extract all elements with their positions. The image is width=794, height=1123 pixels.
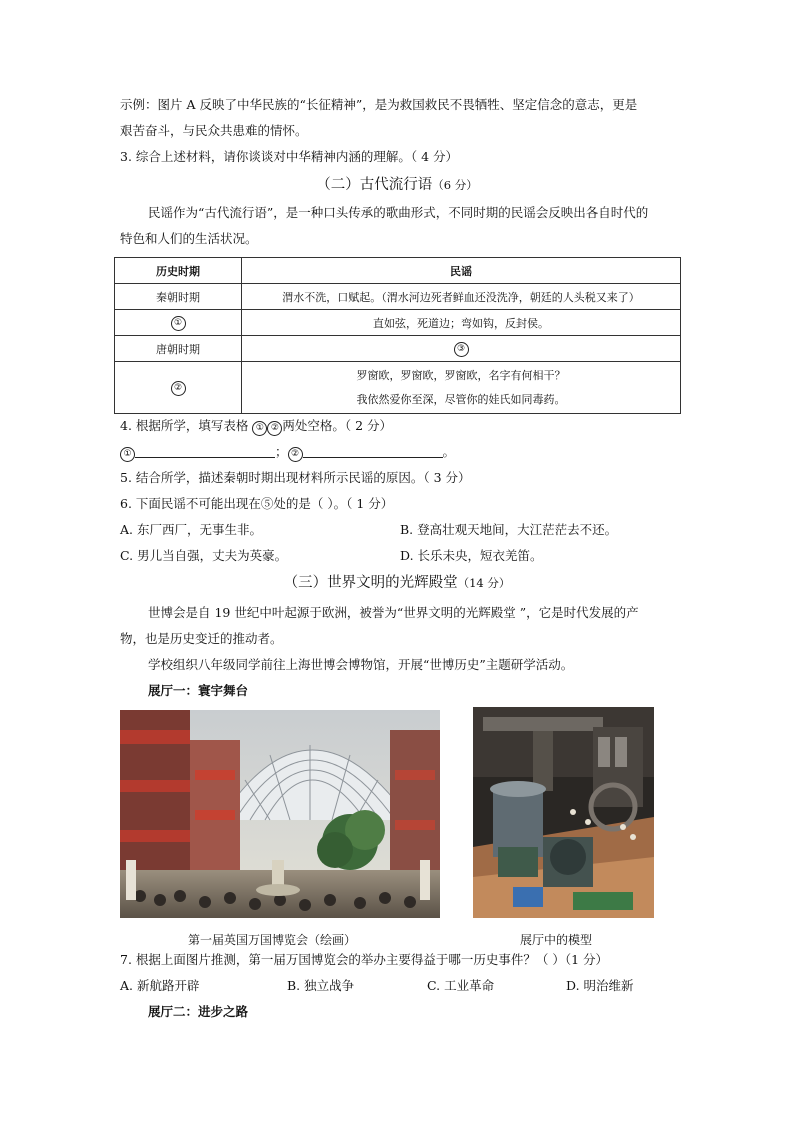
- question-4-answer-line: ① ； ② 。: [120, 443, 455, 462]
- q7-option-b: B. 独立战争: [287, 978, 355, 993]
- question-6: 6. 下面民谣不可能出现在⑤处的是（ ）。（ 1 分）: [120, 496, 394, 511]
- table-cell-period: [115, 310, 242, 336]
- table-cell-period: 唐朝时期: [115, 336, 242, 362]
- section-2-intro-line1: 民谣作为“古代流行语”，是一种口头传承的歌曲形式，不同时期的民谣会反映出各自时代的: [148, 205, 649, 220]
- example-text-line2: 艰苦奋斗，与民众共患难的情怀。: [120, 123, 308, 138]
- section-3-title: （三）世界文明的光辉殿堂（14 分）: [283, 575, 511, 591]
- blank-marker-1: ①: [171, 316, 186, 331]
- table-cell-ballad: 直如弦，死道边；弯如钩，反封侯。: [242, 310, 681, 336]
- question-7: 7. 根据上面图片推测，第一届万国博览会的举办主要得益于哪一历史事件？（ ）（1 分）: [120, 952, 609, 967]
- crystal-palace-painting: [120, 710, 440, 918]
- marker-1: ①: [252, 421, 267, 436]
- table-header-ballad: 民谣: [242, 258, 681, 284]
- q6-option-d: D. 长乐未央，短衣羌笛。: [400, 548, 543, 563]
- ballad-line-1: 罗窗欧，罗窗欧，罗窗欧，名字有何相干？: [356, 368, 566, 382]
- hall-2-heading: 展厅二：进步之路: [148, 1004, 249, 1019]
- table-cell-ballad: 渭水不洗，口赋起。（渭水河边死者鲜血还没洗净，朝廷的人头税又来了）: [242, 284, 681, 310]
- blank-marker-2: ②: [171, 381, 186, 396]
- q6-option-b: B. 登高壮观天地间，大江茫茫去不还。: [400, 522, 618, 537]
- table-cell-period: 秦朝时期: [115, 284, 242, 310]
- hall-1-heading: 展厅一：寰宇舞台: [148, 683, 249, 698]
- marker-2: ②: [267, 421, 282, 436]
- question-4: 4. 根据所学，填写表格 ① ② 两处空格。（ 2 分）: [120, 417, 392, 436]
- section-2-title: （二）古代流行语（6 分）: [316, 177, 478, 193]
- section-3-intro-line1: 世博会是自 19 世纪中叶起源于欧洲，被誉为“世界文明的光辉殿堂 ”，它是时代发展的产: [148, 605, 639, 620]
- example-text-line1: 示例：图片 A 反映了中华民族的“长征精神”，是为救国救民不畏牺牲、坚定信念的意志，更是: [120, 97, 638, 112]
- table-cell-ballad: [242, 362, 681, 414]
- answer-blank-2[interactable]: [303, 445, 443, 458]
- ballad-line-2: 我依然爱你至深，尽管你的娃氏如同毒药。: [356, 392, 566, 406]
- table-cell-period: [115, 362, 242, 414]
- answer-marker-2: ②: [288, 447, 303, 462]
- section-2-intro-line2: 特色和人们的生活状况。: [120, 231, 258, 246]
- table-cell-ballad: [242, 336, 681, 362]
- caption-crystal-palace: 第一届英国万国博览会（绘画）: [188, 933, 357, 947]
- ballad-table: [114, 257, 681, 414]
- q6-option-c: C. 男儿当自强，丈夫为英豪。: [120, 548, 288, 563]
- q6-option-a: A. 东厂西厂，无事生非。: [120, 522, 262, 537]
- answer-blank-1[interactable]: [135, 445, 275, 458]
- machinery-model-photo: [473, 707, 654, 918]
- q7-option-d: D. 明治维新: [566, 978, 634, 993]
- question-3: 3. 综合上述材料，请你谈谈对中华精神内涵的理解。（ 4 分）: [120, 149, 459, 164]
- question-5: 5. 结合所学，描述秦朝时期出现材料所示民谣的原因。（ 3 分）: [120, 470, 471, 485]
- blank-marker-3: ③: [454, 342, 469, 357]
- q7-option-c: C. 工业革命: [427, 978, 495, 993]
- answer-marker-1: ①: [120, 447, 135, 462]
- caption-model: 展厅中的模型: [520, 933, 593, 947]
- section-3-intro-line2: 物，也是历史变迁的推动者。: [120, 631, 283, 646]
- table-header-period: 历史时期: [115, 258, 242, 284]
- section-3-intro-line3: 学校组织八年级同学前往上海世博会博物馆，开展“世博历史”主题研学活动。: [148, 657, 574, 672]
- q7-option-a: A. 新航路开辟: [120, 978, 200, 993]
